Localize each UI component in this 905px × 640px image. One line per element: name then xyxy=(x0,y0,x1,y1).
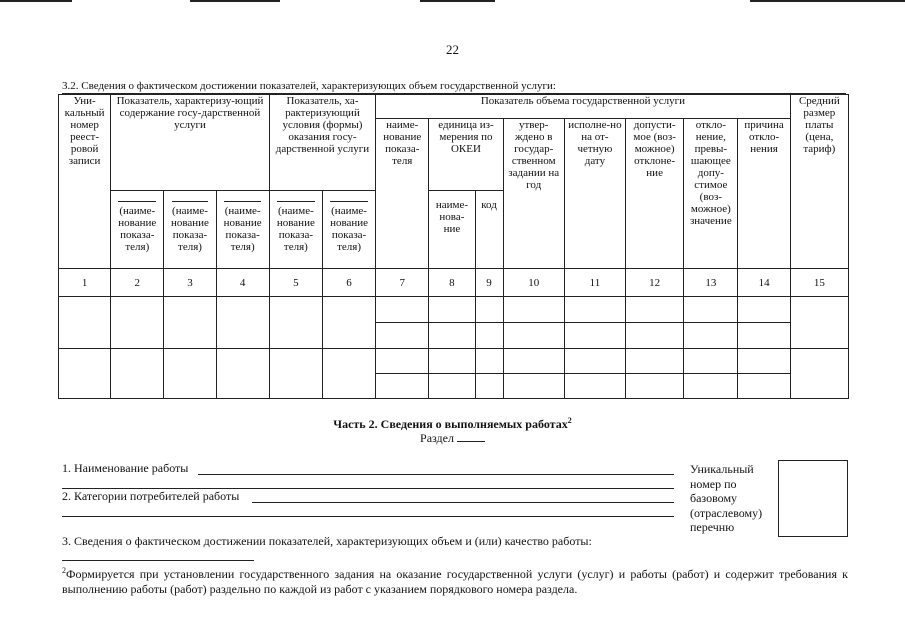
data-cell[interactable] xyxy=(738,349,790,374)
section-3-2-title: 3.2. Сведения о фактическом достижении показателей, характеризующих объем государственной услуги: xyxy=(62,80,556,92)
subheader-indicator-name-6: (наиме-нование показа-теля) xyxy=(322,191,375,269)
data-cell[interactable] xyxy=(684,349,738,374)
data-cell[interactable] xyxy=(322,297,375,349)
data-cell[interactable] xyxy=(738,374,790,399)
data-cell[interactable] xyxy=(429,374,475,399)
data-cell[interactable] xyxy=(376,349,429,374)
header-conditions-indicator: Показатель, ха-рактеризующий условия (формы) оказания госу-дарственной услуги xyxy=(269,95,375,191)
column-number-12: 12 xyxy=(626,269,684,297)
data-cell[interactable] xyxy=(503,323,564,349)
page-number: 22 xyxy=(446,42,459,57)
data-cell[interactable] xyxy=(216,349,269,399)
footnote-text: Формируется при установлении государственного задания на оказание государственной услуги (услуг) и работы (работ) и содержит требования к выполнению работы (работ) раздельно по каждой из работ с указанием порядкового номера раздела. xyxy=(62,567,848,596)
data-cell[interactable] xyxy=(111,297,164,349)
data-cell[interactable] xyxy=(503,349,564,374)
subheader-unit-code: код xyxy=(475,191,503,269)
data-cell[interactable] xyxy=(269,297,322,349)
data-cell[interactable] xyxy=(429,349,475,374)
column-number-9: 9 xyxy=(475,269,503,297)
column-number-4: 4 xyxy=(216,269,269,297)
work-name-label: 1. Наименование работы xyxy=(62,461,189,475)
footnote-mark: 2 xyxy=(567,416,572,425)
top-rule-middle-1 xyxy=(190,0,280,2)
section-label: Раздел xyxy=(420,431,454,445)
header-approved: утвер-ждено в государ-ственном задании на год xyxy=(503,119,564,269)
part-2-title: Часть 2. Сведения о выполняемых работах$^2$ xyxy=(333,416,572,431)
subheader-indicator-name-3: (наиме-нование показа-теля) xyxy=(164,191,216,269)
data-cell[interactable] xyxy=(376,323,429,349)
column-number-13: 13 xyxy=(684,269,738,297)
data-cell[interactable] xyxy=(738,323,790,349)
data-cell[interactable] xyxy=(429,297,475,323)
unique-number-label: Уникальный номер по базовому (отраслевому) перечню xyxy=(690,462,763,534)
column-number-3: 3 xyxy=(164,269,216,297)
top-rule-middle-2 xyxy=(420,0,495,2)
data-cell[interactable] xyxy=(59,349,111,399)
header-unit-okei: единица из-мерения по ОКЕИ xyxy=(429,119,503,191)
column-number-5: 5 xyxy=(269,269,322,297)
work-name-field[interactable] xyxy=(198,474,674,475)
header-average-fee: Средний размер платы (цена, тариф) xyxy=(790,95,848,269)
data-cell[interactable] xyxy=(269,349,322,399)
column-number-8: 8 xyxy=(429,269,475,297)
top-rule-left xyxy=(0,0,72,2)
section-number-blank[interactable] xyxy=(457,431,485,442)
data-cell[interactable] xyxy=(564,374,625,399)
data-cell[interactable] xyxy=(429,323,475,349)
data-cell[interactable] xyxy=(684,297,738,323)
footnote-separator xyxy=(62,560,254,561)
data-cell[interactable] xyxy=(626,323,684,349)
column-number-11: 11 xyxy=(564,269,625,297)
header-volume-indicator: Показатель объема государственной услуги xyxy=(376,95,791,119)
data-cell[interactable] xyxy=(475,297,503,323)
data-cell[interactable] xyxy=(376,297,429,323)
data-cell[interactable] xyxy=(626,374,684,399)
header-allowed-deviation: допусти-мое (воз-можное) отклоне-ние xyxy=(626,119,684,269)
header-executed: исполне-но на от-четную дату xyxy=(564,119,625,269)
header-exceeding-deviation: откло-нение, превы-шающее допу-стимое (воз-можное) значение xyxy=(684,119,738,269)
data-cell[interactable] xyxy=(475,374,503,399)
data-cell[interactable] xyxy=(216,297,269,349)
data-cell[interactable] xyxy=(684,374,738,399)
column-number-14: 14 xyxy=(738,269,790,297)
data-cell[interactable] xyxy=(790,297,848,349)
footnote xyxy=(62,563,848,597)
column-number-2: 2 xyxy=(111,269,164,297)
data-cell[interactable] xyxy=(626,349,684,374)
consumers-label: 2. Категории потребителей работы xyxy=(62,489,240,503)
section-3-label: 3. Сведения о фактическом достижении показателей, характеризующих объем и (или) качество работы: xyxy=(62,534,592,548)
column-number-15: 15 xyxy=(790,269,848,297)
data-cell[interactable] xyxy=(564,323,625,349)
section-number-line xyxy=(0,431,905,446)
column-number-10: 10 xyxy=(503,269,564,297)
top-rule-right xyxy=(750,0,905,2)
data-cell[interactable] xyxy=(564,297,625,323)
data-cell[interactable] xyxy=(503,374,564,399)
data-cell[interactable] xyxy=(503,297,564,323)
data-cell[interactable] xyxy=(475,349,503,374)
subheader-indicator-name-4: (наиме-нование показа-теля) xyxy=(216,191,269,269)
data-cell[interactable] xyxy=(475,323,503,349)
data-cell[interactable] xyxy=(322,349,375,399)
column-number-7: 7 xyxy=(376,269,429,297)
data-cell[interactable] xyxy=(738,297,790,323)
volume-indicators-table xyxy=(58,94,849,399)
header-deviation-reason: причина откло-нения xyxy=(738,119,790,269)
data-cell[interactable] xyxy=(376,374,429,399)
data-cell[interactable] xyxy=(164,349,216,399)
data-cell[interactable] xyxy=(626,297,684,323)
header-unique-number: Уни-кальный номер реест-ровой записи xyxy=(59,95,111,269)
column-number-6: 6 xyxy=(322,269,375,297)
data-cell[interactable] xyxy=(564,349,625,374)
subheader-indicator-name-5: (наиме-нование показа-теля) xyxy=(269,191,322,269)
header-indicator-name: наиме-нование показа-теля xyxy=(376,119,429,269)
data-cell[interactable] xyxy=(164,297,216,349)
subheader-indicator-name-2: (наиме-нование показа-теля) xyxy=(111,191,164,269)
footnote-number: 2 xyxy=(62,566,66,575)
consumers-field[interactable] xyxy=(252,502,674,503)
subheader-unit-name: наиме-нова-ние xyxy=(429,191,475,269)
unique-number-box[interactable] xyxy=(778,460,848,537)
consumers-field-continued[interactable] xyxy=(62,516,674,517)
data-cell[interactable] xyxy=(684,323,738,349)
data-cell[interactable] xyxy=(790,349,848,399)
data-cell[interactable] xyxy=(59,297,111,349)
data-cell[interactable] xyxy=(111,349,164,399)
header-content-indicator: Показатель, характеризу-ющий содержание госу-дарственной услуги xyxy=(111,95,270,191)
column-number-1: 1 xyxy=(59,269,111,297)
